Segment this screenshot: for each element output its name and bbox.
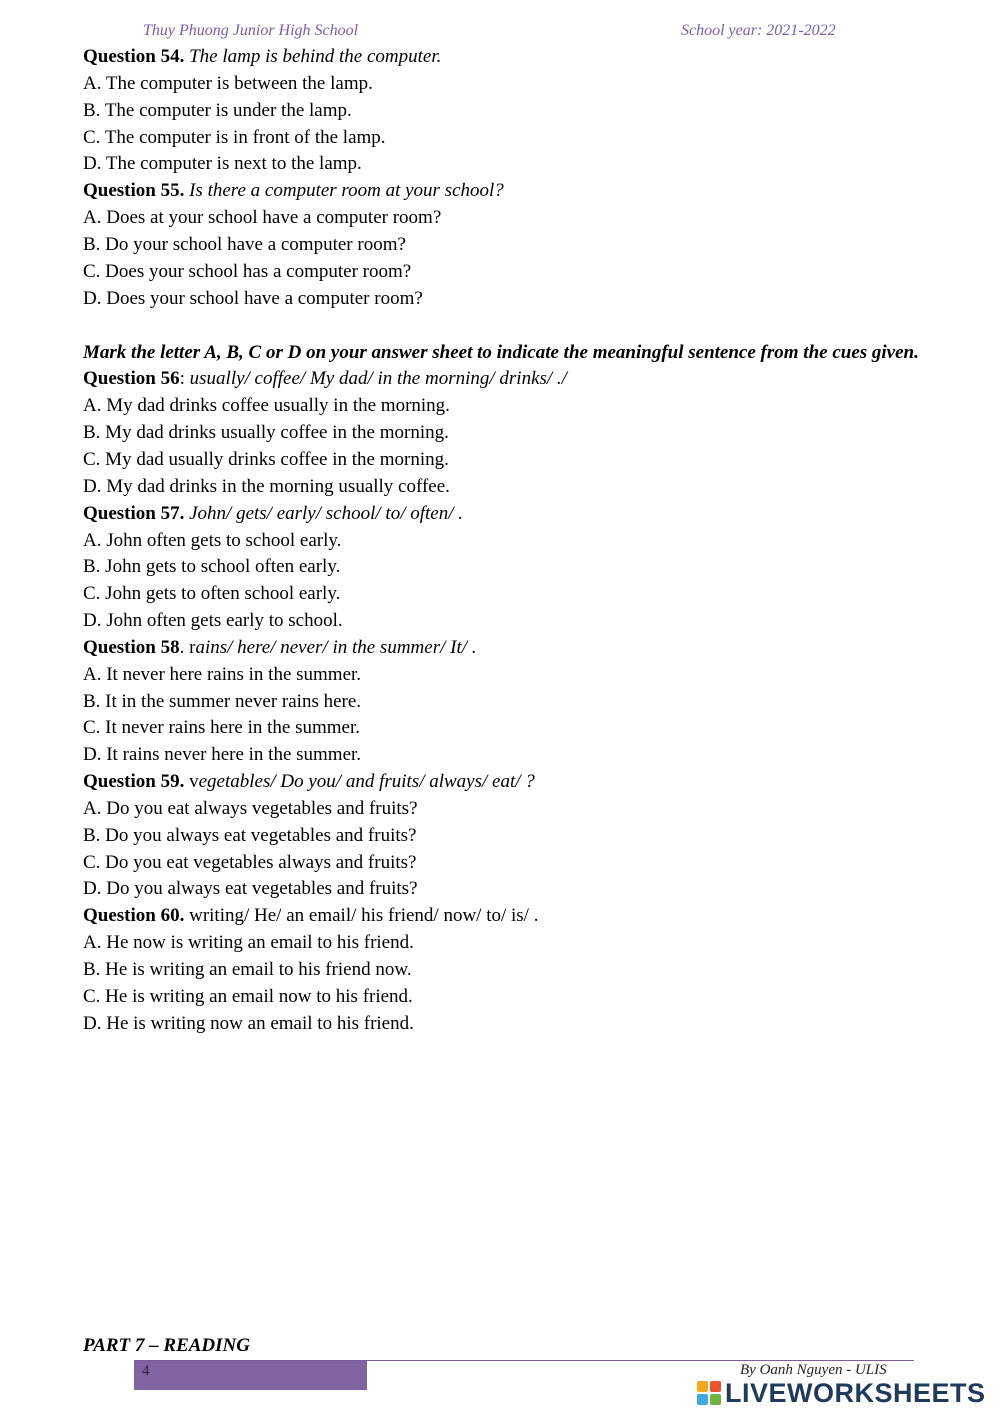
answer-option: A. It never here rains in the summer. xyxy=(83,663,362,685)
worksheet-content xyxy=(83,44,923,1038)
answer-option: D. He is writing now an email to his friend. xyxy=(83,1012,414,1034)
answer-option: B. It in the summer never rains here. xyxy=(83,690,362,712)
question-prompt-line xyxy=(83,44,923,71)
answer-option: C. He is writing an email now to his friend. xyxy=(83,985,413,1007)
page-number: 4 xyxy=(142,1363,150,1379)
question-separator: : xyxy=(179,368,190,390)
answer-option: B. Do your school have a computer room? xyxy=(83,233,406,255)
question-group-b xyxy=(83,366,923,1037)
answer-option: A. John often gets to school early. xyxy=(83,529,342,551)
answer-option: A. He now is writing an email to his friend. xyxy=(83,932,414,954)
answer-option: B. My dad drinks usually coffee in the morning. xyxy=(83,422,449,444)
question-number: Question 54. xyxy=(83,46,185,67)
question-prompt-line xyxy=(83,769,923,796)
question-prompt-line xyxy=(83,501,923,528)
answer-option: C. John gets to often school early. xyxy=(83,583,341,605)
question-number: Question 57. xyxy=(83,502,185,524)
question-group-a xyxy=(83,44,923,312)
answer-option: D. The computer is next to the lamp. xyxy=(83,153,362,175)
question-separator: . xyxy=(179,636,190,658)
question-prompt: Is there a computer room at your school? xyxy=(189,180,504,202)
question-prompt: usually/ coffee/ My dad/ in the morning/ drinks/ ./ xyxy=(189,368,567,390)
question-number: Question 60. xyxy=(83,905,185,927)
question-prompt-line xyxy=(83,903,923,930)
question-prompt-line xyxy=(83,178,923,205)
section-instruction: Mark the letter A, B, C or D on your answer sheet to indicate the meaningful sentence from the cues given. xyxy=(83,342,919,364)
page-number-box xyxy=(134,1361,367,1390)
question-cue-plain: writing/ He/ an email/ his friend/ now/ to/ is/ . xyxy=(189,905,539,927)
header-school: Thuy Phuong Junior High School xyxy=(143,22,359,39)
question-prompt: egetables/ Do you/ and fruits/ always/ eat/ ? xyxy=(198,771,535,793)
question-number: Question 56 xyxy=(83,368,180,390)
question-number: Question 59. xyxy=(83,771,185,793)
liveworksheets-watermark xyxy=(697,1378,986,1408)
answer-option: A. The computer is between the lamp. xyxy=(83,72,373,94)
answer-option: B. John gets to school often early. xyxy=(83,556,341,578)
part-title: PART 7 – READING xyxy=(83,1335,250,1356)
question-prompt: The lamp is behind the computer. xyxy=(189,46,442,67)
header-school-year: School year: 2021-2022 xyxy=(681,22,836,39)
answer-option: C. It never rains here in the summer. xyxy=(83,717,361,739)
question-prompt: John/ gets/ early/ school/ to/ often/ . xyxy=(189,502,463,524)
question-number: Question 58 xyxy=(83,636,180,658)
answer-option: D. Does your school have a computer room? xyxy=(83,287,423,309)
answer-option: D. My dad drinks in the morning usually coffee. xyxy=(83,475,450,497)
answer-option: C. My dad usually drinks coffee in the morning. xyxy=(83,448,449,470)
answer-option: D. Do you always eat vegetables and fruits? xyxy=(83,878,418,900)
answer-option: C. The computer is in front of the lamp. xyxy=(83,126,386,148)
liveworksheets-logo-icon xyxy=(697,1381,721,1405)
answer-option: D. John often gets early to school. xyxy=(83,610,343,632)
author-credit: By Oanh Nguyen - ULIS xyxy=(740,1362,887,1378)
answer-option: D. It rains never here in the summer. xyxy=(83,744,362,766)
liveworksheets-brand: LIVEWORKSHEETS xyxy=(725,1377,986,1408)
question-number: Question 55. xyxy=(83,180,185,202)
question-cue-plain: r xyxy=(189,636,196,658)
answer-option: B. He is writing an email to his friend now. xyxy=(83,959,412,980)
question-cue-plain: v xyxy=(189,771,199,793)
question-prompt-line xyxy=(83,635,923,662)
answer-option: B. Do you always eat vegetables and fruits? xyxy=(83,824,417,846)
question-prompt-line xyxy=(83,366,923,393)
answer-option: A. My dad drinks coffee usually in the morning. xyxy=(83,395,450,417)
question-prompt: ains/ here/ never/ in the summer/ It/ . xyxy=(195,636,477,658)
answer-option: C. Does your school has a computer room? xyxy=(83,260,412,282)
answer-option: A. Do you eat always vegetables and fruits? xyxy=(83,797,418,819)
answer-option: C. Do you eat vegetables always and fruits? xyxy=(83,851,417,873)
answer-option: A. Does at your school have a computer room? xyxy=(83,207,442,229)
section-gap xyxy=(83,312,923,339)
answer-option: B. The computer is under the lamp. xyxy=(83,99,352,121)
